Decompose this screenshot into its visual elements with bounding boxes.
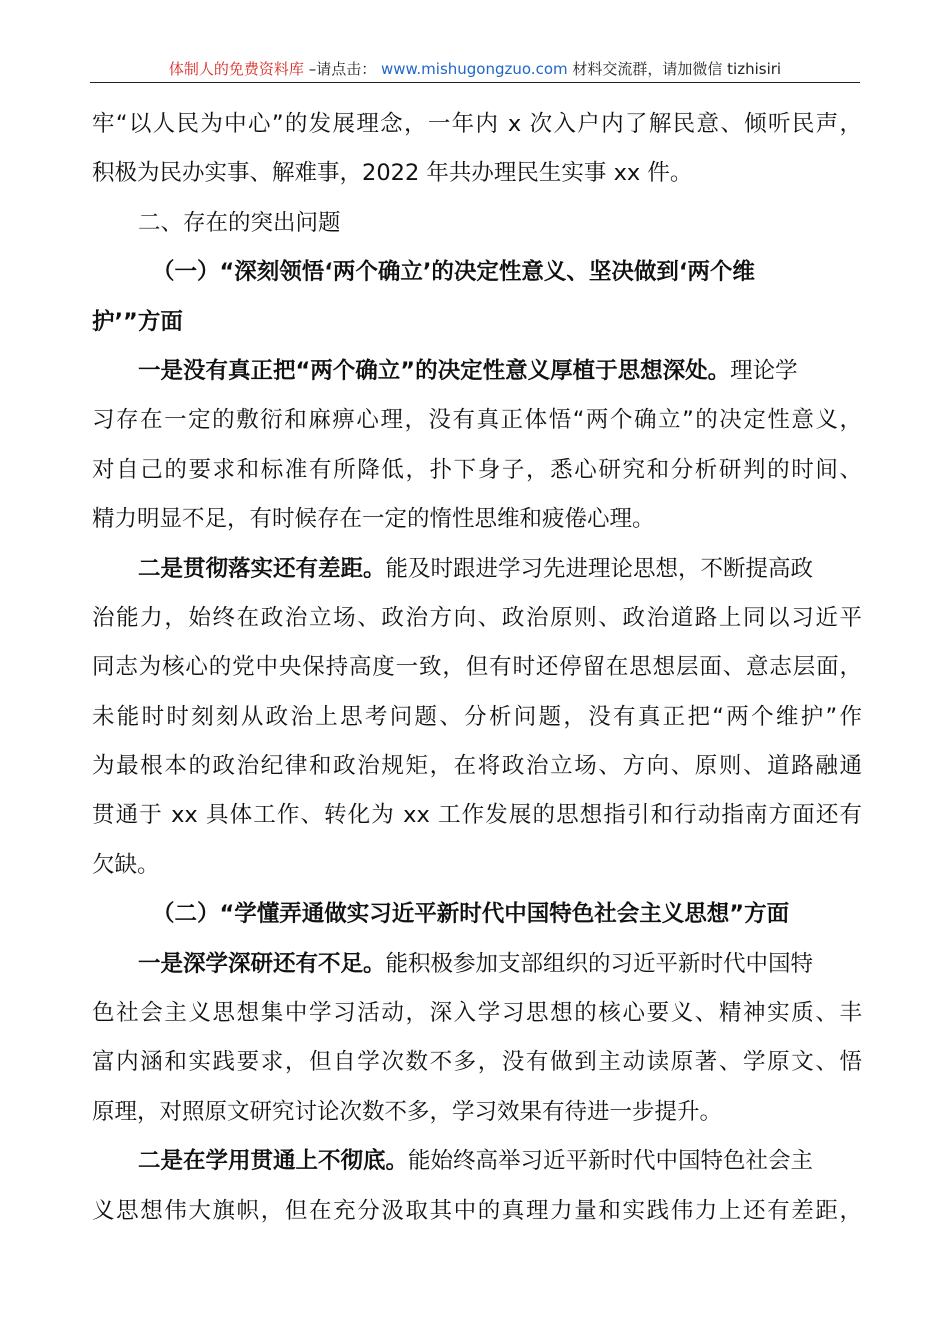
paragraph-lead-line [92,940,862,989]
paragraph-text: 能始终高举习近平新时代中国特色社会主 [408,1148,814,1175]
paragraph-lead-line [92,545,862,594]
header-note: 材料交流群，请加微信 tizhisiri [572,60,782,78]
body-line: 未能时时刻刻从政治上思考问题、分析问题，没有真正把“两个维护”作 [92,703,862,730]
subsection-heading-cont: 护’”方面 [92,308,183,335]
paragraph-lead-line [92,1137,862,1186]
body-line: 义思想伟大旗帜，但在充分汲取其中的真理力量和实践伟力上还有差距， [92,1197,862,1224]
body-line: 精力明显不足，有时候存在一定的惰性思维和疲倦心理。 [92,506,655,533]
subsection-heading: （二）“学懂弄通做实习近平新时代中国特色社会主义思想”方面 [152,901,790,928]
paragraph-lead: 一是深学深研还有不足。 [138,950,386,977]
section-heading: 二、存在的突出问题 [138,209,341,236]
paragraph-text: 理论学 [730,357,798,384]
body-line: 积极为民办实事、解难事，2022 年共办理民生实事 xx 件。 [92,160,693,187]
header-site-name: 体制人的免费资料库 [168,60,304,78]
paragraph-lead: 二是在学用贯通上不彻底。 [138,1148,409,1175]
document-body [92,100,862,1236]
paragraph-lead: 一是没有真正把“两个确立”的决定性意义厚植于思想深处。 [138,357,731,384]
header-url-link[interactable]: www.mishugongzuo.com [380,60,568,78]
body-line: 对自己的要求和标准有所降低，扑下身子，悉心研究和分析研判的时间、 [92,456,862,483]
body-line: 原理，对照原文研究讨论次数不多，学习效果有待进一步提升。 [92,1098,723,1125]
header-prompt: –请点击： [308,60,377,78]
body-line: 贯通于 xx 具体工作、转化为 xx 工作发展的思想指引和行动指南方面还有 [92,802,862,829]
body-line: 富内涵和实践要求，但自学次数不多，没有做到主动读原著、学原文、悟 [92,1049,862,1076]
body-line: 牢“以人民为中心”的发展理念，一年内 x 次入户内了解民意、倾听民声， [92,111,862,137]
subsection-heading: （一）“深刻领悟‘两个确立’的决定性意义、坚决做到‘两个维 [152,259,755,286]
body-line: 色社会主义思想集中学习活动，深入学习思想的核心要义、精神实质、丰 [92,1000,862,1027]
body-line: 为最根本的政治纪律和政治规矩，在将政治立场、方向、原则、道路融通 [92,753,862,780]
paragraph-text: 能及时跟进学习先进理论思想，不断提高政 [385,555,814,582]
paragraph-lead-line [92,347,862,396]
body-line: 习存在一定的敷衍和麻痹心理，没有真正体悟“两个确立”的决定性意义， [92,407,862,434]
page-header [90,56,860,83]
body-line: 治能力，始终在政治立场、政治方向、政治原则、政治道路上同以习近平 [92,604,862,631]
body-line: 欠缺。 [92,851,160,878]
paragraph-text: 能积极参加支部组织的习近平新时代中国特 [385,950,814,977]
paragraph-lead: 二是贯彻落实还有差距。 [138,555,386,582]
body-line: 同志为核心的党中央保持高度一致，但有时还停留在思想层面、意志层面， [92,654,862,681]
